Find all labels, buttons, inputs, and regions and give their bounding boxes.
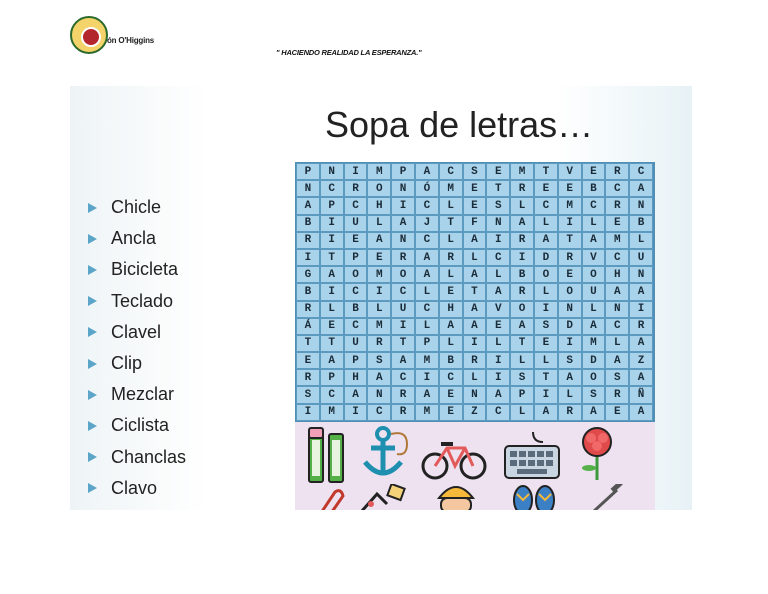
grid-cell: E xyxy=(605,215,629,232)
grid-cell: A xyxy=(582,404,606,421)
grid-cell: L xyxy=(439,335,463,352)
grid-cell: R xyxy=(391,249,415,266)
grid-cell: D xyxy=(534,249,558,266)
grid-cell: R xyxy=(391,404,415,421)
bullet-arrow-icon xyxy=(88,234,97,244)
grid-cell: P xyxy=(320,369,344,386)
grid-cell: Z xyxy=(463,404,487,421)
grid-cell: L xyxy=(510,197,534,214)
grid-cell: R xyxy=(296,232,320,249)
word-item xyxy=(88,473,186,504)
word-label: Clip xyxy=(111,353,143,374)
grid-cell: T xyxy=(463,283,487,300)
grid-cell: T xyxy=(486,180,510,197)
grid-cell: L xyxy=(439,197,463,214)
grid-cell: M xyxy=(605,232,629,249)
grid-cell: U xyxy=(344,335,368,352)
word-item xyxy=(88,410,186,441)
grid-cell: C xyxy=(344,318,368,335)
grid-cell: E xyxy=(344,232,368,249)
grid-cell: S xyxy=(463,163,487,180)
grid-cell: R xyxy=(558,249,582,266)
grid-cell: M xyxy=(320,404,344,421)
grid-cell: N xyxy=(391,232,415,249)
grid-cell: J xyxy=(415,215,439,232)
school-name: ón O'Higgins xyxy=(107,36,155,45)
word-item xyxy=(88,442,186,473)
grid-cell: A xyxy=(582,318,606,335)
grid-cell: R xyxy=(510,180,534,197)
grid-cell: C xyxy=(320,180,344,197)
grid-cell: E xyxy=(486,318,510,335)
grid-cell: A xyxy=(629,404,653,421)
grid-cell: D xyxy=(558,318,582,335)
grid-cell: M xyxy=(367,318,391,335)
grid-cell: A xyxy=(439,318,463,335)
grid-cell: C xyxy=(534,197,558,214)
grid-cell: Z xyxy=(629,352,653,369)
grid-cell: A xyxy=(629,369,653,386)
grid-cell: L xyxy=(415,318,439,335)
grid-cell: L xyxy=(629,232,653,249)
word-label: Ancla xyxy=(111,228,157,249)
grid-cell: M xyxy=(367,163,391,180)
grid-cell: P xyxy=(344,352,368,369)
grid-cell: C xyxy=(582,197,606,214)
grid-cell: A xyxy=(296,197,320,214)
grid-cell: I xyxy=(558,335,582,352)
grid-cell: L xyxy=(510,352,534,369)
grid-cell: A xyxy=(415,386,439,403)
grid-cell: L xyxy=(320,301,344,318)
grid-cell: E xyxy=(320,318,344,335)
grid-cell: R xyxy=(296,301,320,318)
word-label: Chanclas xyxy=(111,446,187,467)
bullet-arrow-icon xyxy=(88,296,97,306)
grid-cell: A xyxy=(463,301,487,318)
grid-cell: R xyxy=(391,386,415,403)
grid-cell: N xyxy=(629,197,653,214)
grid-cell: A xyxy=(558,369,582,386)
word-list xyxy=(88,192,186,504)
grid-cell: A xyxy=(391,215,415,232)
word-item xyxy=(88,223,186,254)
grid-cell: R xyxy=(605,197,629,214)
grid-cell: C xyxy=(367,404,391,421)
grid-cell: A xyxy=(605,352,629,369)
grid-cell: A xyxy=(605,283,629,300)
grid-cell: E xyxy=(605,404,629,421)
word-label: Clavo xyxy=(111,477,158,498)
grid-cell: T xyxy=(558,232,582,249)
grid-cell: T xyxy=(534,163,558,180)
grid-cell: L xyxy=(605,335,629,352)
grid-cell: L xyxy=(534,352,558,369)
grid-cell: C xyxy=(486,404,510,421)
grid-cell: I xyxy=(320,215,344,232)
grid-cell: R xyxy=(629,318,653,335)
grid-cell: F xyxy=(463,215,487,232)
word-item xyxy=(88,286,186,317)
grid-cell: V xyxy=(558,163,582,180)
grid-cell: C xyxy=(391,369,415,386)
word-label: Ciclista xyxy=(111,415,170,436)
grid-cell: V xyxy=(582,249,606,266)
grid-cell: M xyxy=(558,197,582,214)
grid-cell: A xyxy=(463,232,487,249)
grid-cell: E xyxy=(534,335,558,352)
grid-cell: E xyxy=(486,163,510,180)
grid-cell: O xyxy=(534,266,558,283)
grid-cell: P xyxy=(320,197,344,214)
bullet-arrow-icon xyxy=(88,390,97,400)
grid-cell: A xyxy=(510,318,534,335)
grid-cell: A xyxy=(534,404,558,421)
grid-cell: C xyxy=(605,318,629,335)
grid-cell: B xyxy=(510,266,534,283)
bullet-arrow-icon xyxy=(88,203,97,213)
teclado-icon xyxy=(503,430,561,482)
ciclista-icon xyxy=(435,478,477,510)
grid-cell: L xyxy=(534,215,558,232)
mezclar-icon xyxy=(357,484,411,510)
grid-cell: I xyxy=(558,215,582,232)
grid-cell: L xyxy=(367,215,391,232)
grid-cell: E xyxy=(463,180,487,197)
grid-cell: A xyxy=(534,232,558,249)
grid-cell: L xyxy=(582,215,606,232)
grid-cell: R xyxy=(510,232,534,249)
grid-cell: T xyxy=(320,249,344,266)
grid-cell: T xyxy=(391,335,415,352)
grid-cell: I xyxy=(391,197,415,214)
grid-cell: I xyxy=(296,404,320,421)
grid-cell: N xyxy=(296,180,320,197)
grid-cell: A xyxy=(510,215,534,232)
grid-cell: O xyxy=(344,266,368,283)
grid-cell: S xyxy=(296,386,320,403)
grid-cell: A xyxy=(582,232,606,249)
grid-cell: I xyxy=(320,232,344,249)
grid-cell: N xyxy=(367,386,391,403)
grid-cell: I xyxy=(629,301,653,318)
bicicleta-icon xyxy=(421,440,487,482)
grid-cell: L xyxy=(486,335,510,352)
grid-cell: L xyxy=(534,283,558,300)
ancla-icon xyxy=(361,426,413,482)
grid-cell: P xyxy=(510,386,534,403)
word-item xyxy=(88,379,186,410)
grid-cell: I xyxy=(344,404,368,421)
grid-cell: C xyxy=(486,249,510,266)
grid-cell: I xyxy=(486,352,510,369)
grid-cell: P xyxy=(296,163,320,180)
grid-cell: I xyxy=(344,163,368,180)
grid-cell: A xyxy=(629,283,653,300)
grid-cell: E xyxy=(558,266,582,283)
grid-cell: R xyxy=(344,180,368,197)
grid-cell: S xyxy=(534,318,558,335)
grid-cell: N xyxy=(486,215,510,232)
grid-cell: H xyxy=(605,266,629,283)
grid-cell: I xyxy=(320,283,344,300)
word-item xyxy=(88,348,186,379)
clip-icon xyxy=(313,488,347,510)
grid-cell: P xyxy=(344,249,368,266)
grid-cell: A xyxy=(486,283,510,300)
grid-cell: S xyxy=(558,352,582,369)
grid-cell: M xyxy=(510,163,534,180)
grid-cell: H xyxy=(367,197,391,214)
grid-cell: A xyxy=(344,386,368,403)
grid-cell: R xyxy=(296,369,320,386)
grid-cell: C xyxy=(605,180,629,197)
grid-cell: R xyxy=(510,283,534,300)
grid-cell: Á xyxy=(296,318,320,335)
grid-cell: S xyxy=(510,369,534,386)
grid-cell: A xyxy=(463,266,487,283)
grid-cell: T xyxy=(510,335,534,352)
grid-cell: H xyxy=(344,369,368,386)
grid-cell: C xyxy=(439,163,463,180)
grid-cell: O xyxy=(582,266,606,283)
grid-cell: N xyxy=(605,301,629,318)
grid-cell: M xyxy=(415,404,439,421)
grid-cell: O xyxy=(391,266,415,283)
grid-cell: S xyxy=(486,197,510,214)
grid-cell: L xyxy=(439,266,463,283)
grid-cell: I xyxy=(534,301,558,318)
grid-cell: C xyxy=(344,197,368,214)
word-label: Mezclar xyxy=(111,384,175,405)
grid-cell: I xyxy=(534,386,558,403)
grid-cell: I xyxy=(391,318,415,335)
grid-cell: H xyxy=(439,301,463,318)
grid-cell: B xyxy=(582,180,606,197)
grid-cell: R xyxy=(605,386,629,403)
grid-cell: C xyxy=(605,249,629,266)
clavel-icon xyxy=(577,426,617,482)
grid-cell: A xyxy=(629,335,653,352)
grid-cell: D xyxy=(582,352,606,369)
grid-cell: I xyxy=(296,249,320,266)
grid-cell: L xyxy=(486,266,510,283)
grid-cell: N xyxy=(320,163,344,180)
chicle-icon xyxy=(307,426,347,484)
grid-cell: E xyxy=(534,180,558,197)
grid-cell: L xyxy=(415,283,439,300)
grid-cell: I xyxy=(415,369,439,386)
grid-cell: Ñ xyxy=(629,386,653,403)
grid-cell: G xyxy=(296,266,320,283)
word-search-grid xyxy=(295,162,655,422)
grid-cell: E xyxy=(367,249,391,266)
grid-cell: T xyxy=(296,335,320,352)
grid-cell: S xyxy=(582,386,606,403)
bullet-arrow-icon xyxy=(88,265,97,275)
bullet-arrow-icon xyxy=(88,483,97,493)
grid-cell: A xyxy=(367,232,391,249)
grid-cell: N xyxy=(391,180,415,197)
grid-cell: O xyxy=(582,369,606,386)
word-label: Teclado xyxy=(111,290,174,311)
grid-cell: N xyxy=(629,266,653,283)
grid-cell: M xyxy=(415,352,439,369)
grid-cell: N xyxy=(463,386,487,403)
grid-cell: R xyxy=(367,335,391,352)
grid-cell: O xyxy=(367,180,391,197)
clavo-icon xyxy=(585,484,625,510)
grid-cell: A xyxy=(415,249,439,266)
word-label: Clavel xyxy=(111,321,162,342)
grid-cell: L xyxy=(463,369,487,386)
grid-cell: A xyxy=(415,266,439,283)
grid-cell: U xyxy=(391,301,415,318)
grid-cell: A xyxy=(415,163,439,180)
grid-cell: E xyxy=(296,352,320,369)
grid-cell: R xyxy=(439,249,463,266)
grid-cell: E xyxy=(439,404,463,421)
grid-cell: B xyxy=(344,301,368,318)
school-logo xyxy=(70,16,108,54)
grid-cell: M xyxy=(582,335,606,352)
grid-cell: T xyxy=(439,215,463,232)
grid-cell: A xyxy=(629,180,653,197)
bullet-arrow-icon xyxy=(88,359,97,369)
word-label: Chicle xyxy=(111,197,162,218)
grid-cell: P xyxy=(415,335,439,352)
school-motto: " HACIENDO REALIDAD LA ESPERANZA." xyxy=(276,48,422,57)
word-item xyxy=(88,317,186,348)
word-item xyxy=(88,254,186,285)
word-label: Bicicleta xyxy=(111,259,179,280)
grid-cell: T xyxy=(534,369,558,386)
grid-cell: R xyxy=(463,352,487,369)
grid-cell: V xyxy=(486,301,510,318)
grid-cell: L xyxy=(582,301,606,318)
grid-cell: M xyxy=(367,266,391,283)
grid-cell: L xyxy=(439,232,463,249)
grid-cell: B xyxy=(296,215,320,232)
grid-cell: C xyxy=(320,386,344,403)
grid-cell: T xyxy=(320,335,344,352)
grid-cell: B xyxy=(439,352,463,369)
grid-cell: O xyxy=(558,283,582,300)
grid-cell: U xyxy=(582,283,606,300)
grid-cell: I xyxy=(367,283,391,300)
word-item xyxy=(88,192,186,223)
chanclas-icon xyxy=(511,482,559,510)
slide-title: Sopa de letras… xyxy=(325,104,594,145)
grid-cell: P xyxy=(391,163,415,180)
grid-cell: I xyxy=(510,249,534,266)
grid-cell: L xyxy=(510,404,534,421)
grid-cell: I xyxy=(486,232,510,249)
grid-cell: S xyxy=(367,352,391,369)
grid-cell: A xyxy=(367,369,391,386)
grid-cell: C xyxy=(629,163,653,180)
grid-cell: E xyxy=(558,180,582,197)
grid-cell: C xyxy=(415,232,439,249)
grid-cell: U xyxy=(344,215,368,232)
grid-cell: C xyxy=(439,369,463,386)
grid-cell: A xyxy=(320,266,344,283)
grid-cell: A xyxy=(463,318,487,335)
grid-cell: L xyxy=(463,249,487,266)
grid-cell: B xyxy=(629,215,653,232)
grid-cell: M xyxy=(439,180,463,197)
grid-cell: R xyxy=(558,404,582,421)
grid-cell: A xyxy=(486,386,510,403)
grid-cell: C xyxy=(415,301,439,318)
grid-cell: C xyxy=(391,283,415,300)
grid-cell: O xyxy=(510,301,534,318)
grid-cell: C xyxy=(415,197,439,214)
grid-cell: B xyxy=(296,283,320,300)
bullet-arrow-icon xyxy=(88,327,97,337)
grid-cell: I xyxy=(486,369,510,386)
grid-cell: E xyxy=(463,197,487,214)
grid-cell: C xyxy=(344,283,368,300)
grid-cell: L xyxy=(367,301,391,318)
bullet-arrow-icon xyxy=(88,421,97,431)
grid-cell: E xyxy=(439,386,463,403)
grid-cell: Ó xyxy=(415,180,439,197)
pictures-strip xyxy=(295,422,655,510)
grid-cell: S xyxy=(605,369,629,386)
grid-cell: U xyxy=(629,249,653,266)
grid-cell: E xyxy=(582,163,606,180)
grid-cell: E xyxy=(439,283,463,300)
grid-cell: N xyxy=(558,301,582,318)
grid-cell: I xyxy=(463,335,487,352)
grid-cell: L xyxy=(558,386,582,403)
bullet-arrow-icon xyxy=(88,452,97,462)
grid-cell: A xyxy=(320,352,344,369)
grid-cell: R xyxy=(605,163,629,180)
grid-cell: A xyxy=(391,352,415,369)
